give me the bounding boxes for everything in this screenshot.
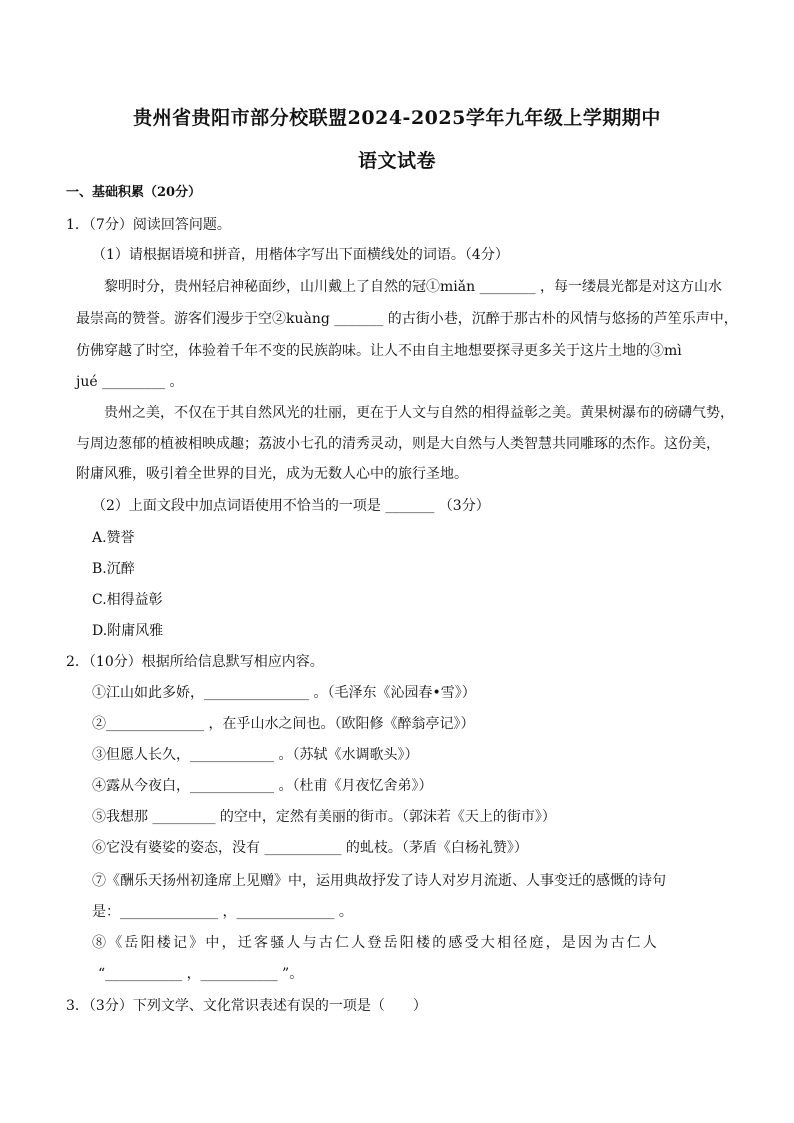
option-b: B.沉醉 <box>92 561 135 577</box>
recitation-item: ①江山如此多娇，_______________ 。（毛泽东《沁园春•雪》） <box>92 685 476 701</box>
passage-b-line: 贵州之美，不仅在于其自然风光的壮丽，更在于人文与自然的相得益彰之美。黄果树瀑布的磅礴气势， <box>104 405 734 421</box>
question-1-heading: 1．（7分）阅读回答问题。 <box>66 217 231 233</box>
recitation-item: “___________ ，___________ ”。 <box>98 966 304 982</box>
recitation-item: ⑦《酬乐天扬州初逢席上见赠》中，运用典故抒发了诗人对岁月流逝、人事变迁的感慨的诗句 <box>92 873 666 889</box>
question-1-sub1: （1）请根据语境和拼音，用楷体字写出下面横线处的词语。（4分） <box>92 247 509 263</box>
option-a: A.赞誉 <box>92 530 135 546</box>
recitation-item: ⑥它没有婆娑的姿态，没有 ___________ 的虬枝。（茅盾《白杨礼赞》） <box>92 840 528 856</box>
section-heading: 一、基础积累（20分） <box>66 185 202 200</box>
passage-b-line: 与周边葱郁的植被相映成趣；荔波小七孔的清秀灵动，则是大自然与人类智慧共同雕琢的杰作。这份美， <box>76 436 720 452</box>
recitation-item: ⑤我想那 _________ 的空中，定然有美丽的街市。（郭沫若《天上的街市》） <box>92 809 556 825</box>
exam-title: 贵州省贵阳市部分校联盟2024-2025学年九年级上学期期中 <box>133 107 661 129</box>
passage-b-line: 附庸风雅，吸引着全世界的目光，成为无数人心中的旅行圣地。 <box>76 466 468 482</box>
recitation-item: ②______________ ，在乎山水之间也。（欧阳修《醉翁亭记》） <box>92 716 475 732</box>
exam-subtitle: 语文试卷 <box>357 150 436 172</box>
question-2-heading: 2．（10分）根据所给信息默写相应内容。 <box>66 654 324 670</box>
recitation-item: ③但愿人长久，____________ 。（苏轼《水调歌头》） <box>92 747 419 763</box>
recitation-item: ④露从今夜白，____________ 。（杜甫《月夜忆舍弟》） <box>92 778 433 794</box>
question-3-heading: 3．（3分）下列文学、文化常识表述有误的一项是（ ） <box>66 998 427 1014</box>
option-d: D.附庸风雅 <box>92 623 164 639</box>
passage-a-line: 黎明时分，贵州轻启神秘面纱，山川戴上了自然的冠①miǎn ________ ，每一缕晨光都是对这方山水 <box>104 279 723 295</box>
passage-a-line: 仿佛穿越了时空，体验着千年不变的民族韵味。让人不由自主地想要探寻更多关于这片土地的③mì <box>76 343 682 359</box>
recitation-item: 是：______________ ，______________ 。 <box>92 904 353 920</box>
passage-a-line: 最崇高的赞誉。游客们漫步于空②kuàng _______ 的古街小巷，沉醉于那古朴的风情与悠扬的芦笙乐声中， <box>76 311 738 327</box>
question-1-sub2: （2）上面文段中加点词语使用不恰当的一项是 _______ （3分） <box>92 498 490 514</box>
recitation-item: ⑧《岳阳楼记》中，迁客骚人与古仁人登岳阳楼的感受大相径庭，是因为古仁人 <box>92 935 659 951</box>
passage-a-line: jué _________ 。 <box>76 374 184 390</box>
option-c: C.相得益彰 <box>92 592 163 608</box>
